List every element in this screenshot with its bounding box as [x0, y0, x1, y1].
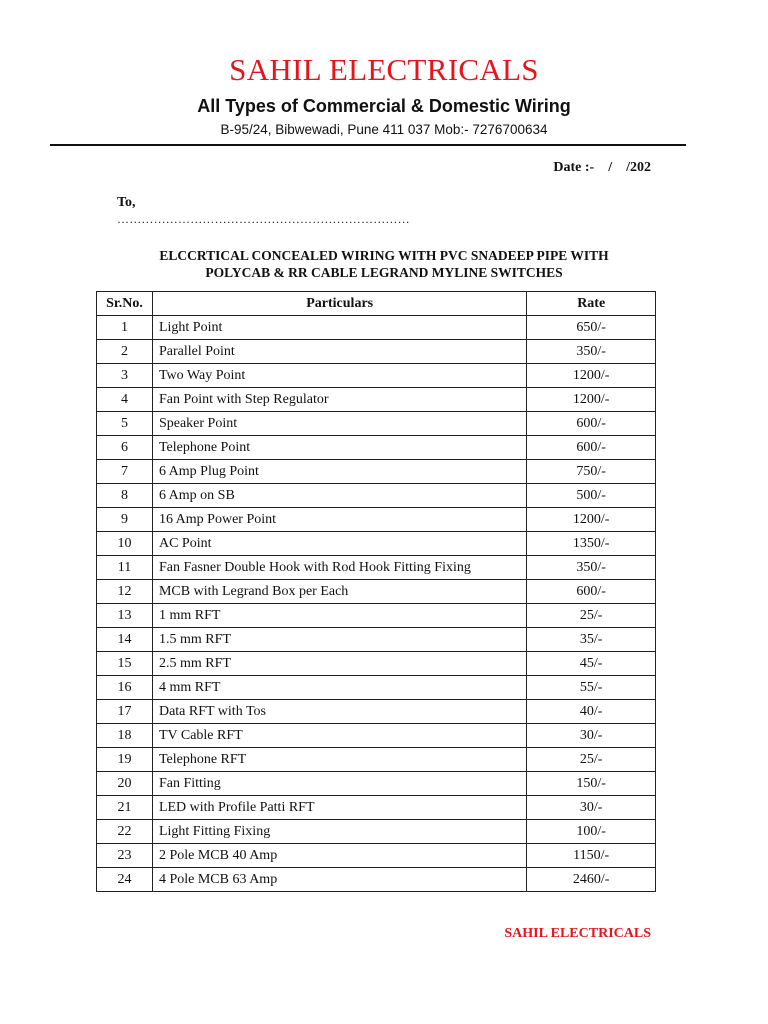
row-particulars: Telephone Point: [152, 436, 526, 460]
row-sr-no: 6: [97, 436, 153, 460]
row-rate: 1200/-: [527, 508, 656, 532]
row-rate: 150/-: [527, 772, 656, 796]
row-sr-no: 19: [97, 748, 153, 772]
recipient-label: To,: [117, 195, 136, 210]
table-row: [97, 436, 656, 460]
subject-line-2: POLYCAB & RR CABLE LEGRAND MYLINE SWITCHES: [205, 265, 563, 280]
row-rate: 350/-: [527, 340, 656, 364]
row-sr-no: 14: [97, 628, 153, 652]
row-particulars: Speaker Point: [152, 412, 526, 436]
row-rate: 25/-: [527, 748, 656, 772]
row-particulars: LED with Profile Patti RFT: [152, 796, 526, 820]
header-sr-no: Sr.No.: [97, 292, 153, 316]
row-particulars: 1.5 mm RFT: [152, 628, 526, 652]
row-particulars: Parallel Point: [152, 340, 526, 364]
row-particulars: MCB with Legrand Box per Each: [152, 580, 526, 604]
row-rate: 40/-: [527, 700, 656, 724]
rate-table-body: [97, 316, 656, 892]
table-row: [97, 748, 656, 772]
table-row: [97, 532, 656, 556]
row-rate: 650/-: [527, 316, 656, 340]
rate-table: [96, 291, 656, 892]
table-row: [97, 844, 656, 868]
row-rate: 600/-: [527, 412, 656, 436]
row-rate: 30/-: [527, 796, 656, 820]
row-sr-no: 3: [97, 364, 153, 388]
row-sr-no: 1: [97, 316, 153, 340]
recipient-dots: ………………………………………………………………: [117, 212, 410, 226]
row-particulars: 1 mm RFT: [152, 604, 526, 628]
row-rate: 1350/-: [527, 532, 656, 556]
row-particulars: Fan Point with Step Regulator: [152, 388, 526, 412]
table-row: [97, 724, 656, 748]
row-sr-no: 18: [97, 724, 153, 748]
row-sr-no: 8: [97, 484, 153, 508]
row-particulars: AC Point: [152, 532, 526, 556]
table-header-row: [97, 292, 656, 316]
row-rate: 35/-: [527, 628, 656, 652]
table-row: [97, 388, 656, 412]
row-rate: 100/-: [527, 820, 656, 844]
row-rate: 25/-: [527, 604, 656, 628]
company-name: SAHIL ELECTRICALS: [229, 52, 539, 87]
row-sr-no: 9: [97, 508, 153, 532]
row-sr-no: 7: [97, 460, 153, 484]
table-row: [97, 820, 656, 844]
table-row: [97, 460, 656, 484]
header-rate: Rate: [527, 292, 656, 316]
row-particulars: Light Point: [152, 316, 526, 340]
row-particulars: Data RFT with Tos: [152, 700, 526, 724]
row-sr-no: 17: [97, 700, 153, 724]
company-address: B-95/24, Bibwewadi, Pune 411 037 Mob:- 7276700634: [220, 122, 548, 137]
subject-line-1: ELCCRTICAL CONCEALED WIRING WITH PVC SNADEEP PIPE WITH: [159, 248, 609, 263]
row-sr-no: 24: [97, 868, 153, 892]
table-row: [97, 652, 656, 676]
table-row: [97, 316, 656, 340]
row-particulars: 6 Amp on SB: [152, 484, 526, 508]
row-rate: 1150/-: [527, 844, 656, 868]
row-rate: 750/-: [527, 460, 656, 484]
row-sr-no: 15: [97, 652, 153, 676]
table-row: [97, 508, 656, 532]
row-rate: 1200/-: [527, 388, 656, 412]
company-tagline: All Types of Commercial & Domestic Wiring: [197, 96, 571, 116]
row-sr-no: 13: [97, 604, 153, 628]
footer-signature: SAHIL ELECTRICALS: [504, 926, 651, 941]
row-sr-no: 10: [97, 532, 153, 556]
table-row: [97, 868, 656, 892]
row-particulars: TV Cable RFT: [152, 724, 526, 748]
row-rate: 350/-: [527, 556, 656, 580]
row-particulars: Two Way Point: [152, 364, 526, 388]
table-row: [97, 628, 656, 652]
table-row: [97, 364, 656, 388]
row-sr-no: 22: [97, 820, 153, 844]
row-rate: 600/-: [527, 580, 656, 604]
row-particulars: Fan Fasner Double Hook with Rod Hook Fitting Fixing: [152, 556, 526, 580]
row-particulars: 2 Pole MCB 40 Amp: [152, 844, 526, 868]
row-particulars: 2.5 mm RFT: [152, 652, 526, 676]
subject: [0, 247, 768, 281]
row-sr-no: 5: [97, 412, 153, 436]
table-row: [97, 484, 656, 508]
row-rate: 45/-: [527, 652, 656, 676]
table-row: [97, 580, 656, 604]
row-rate: 55/-: [527, 676, 656, 700]
row-particulars: 16 Amp Power Point: [152, 508, 526, 532]
row-sr-no: 23: [97, 844, 153, 868]
row-sr-no: 4: [97, 388, 153, 412]
row-rate: 2460/-: [527, 868, 656, 892]
row-particulars: Fan Fitting: [152, 772, 526, 796]
row-sr-no: 11: [97, 556, 153, 580]
date-line: Date :- / /202: [553, 160, 651, 175]
table-row: [97, 556, 656, 580]
table-row: [97, 604, 656, 628]
table-row: [97, 700, 656, 724]
table-row: [97, 412, 656, 436]
table-row: [97, 772, 656, 796]
row-rate: 1200/-: [527, 364, 656, 388]
table-row: [97, 676, 656, 700]
row-particulars: Light Fitting Fixing: [152, 820, 526, 844]
row-rate: 30/-: [527, 724, 656, 748]
row-rate: 500/-: [527, 484, 656, 508]
table-row: [97, 796, 656, 820]
table-row: [97, 340, 656, 364]
row-particulars: 4 Pole MCB 63 Amp: [152, 868, 526, 892]
header-rule: [50, 144, 686, 146]
row-sr-no: 21: [97, 796, 153, 820]
row-rate: 600/-: [527, 436, 656, 460]
row-particulars: 4 mm RFT: [152, 676, 526, 700]
row-particulars: Telephone RFT: [152, 748, 526, 772]
row-sr-no: 12: [97, 580, 153, 604]
row-sr-no: 16: [97, 676, 153, 700]
row-sr-no: 2: [97, 340, 153, 364]
row-sr-no: 20: [97, 772, 153, 796]
row-particulars: 6 Amp Plug Point: [152, 460, 526, 484]
header-particulars: Particulars: [152, 292, 526, 316]
